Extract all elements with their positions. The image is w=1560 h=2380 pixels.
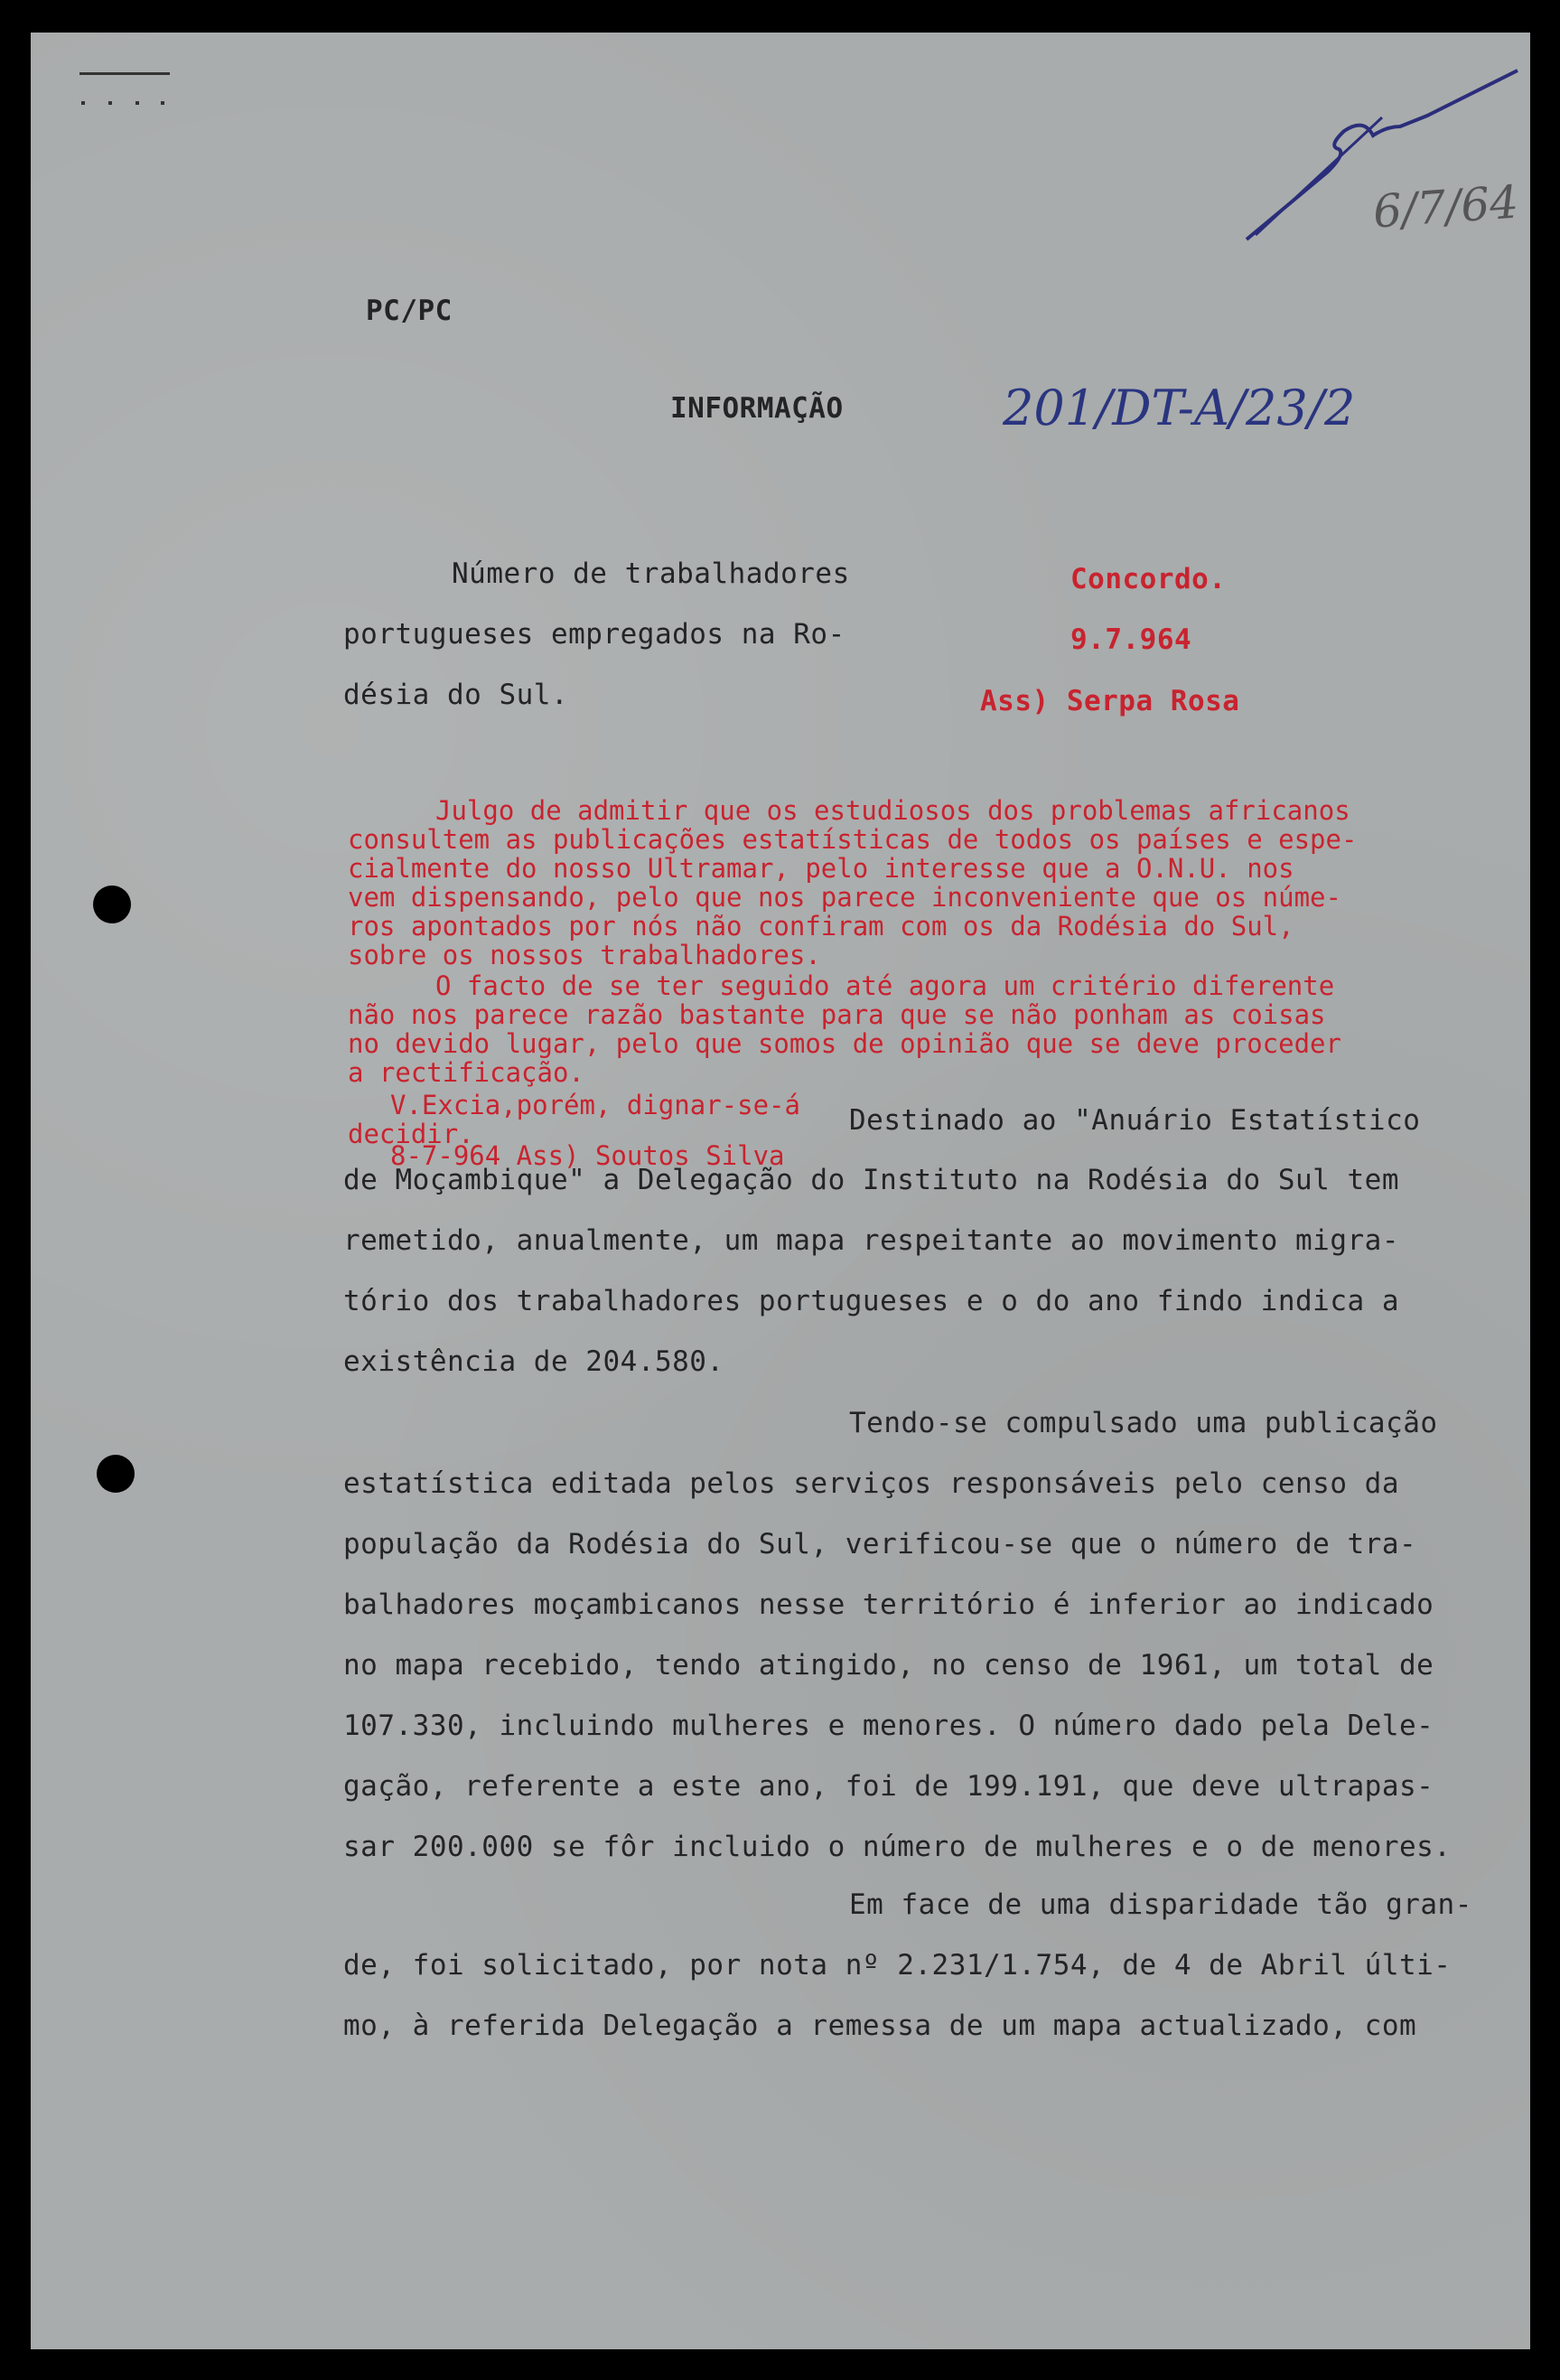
red-note-line: decidir. xyxy=(348,1119,474,1149)
handwritten-reference: 201/DT-A/23/2 xyxy=(1003,379,1356,436)
body-line: gação, referente a este ano, foi de 199.191, que deve ultrapas- xyxy=(343,1770,1434,1803)
approval-date: 9.7.964 xyxy=(1070,623,1192,656)
body-line: sar 200.000 se fôr incluido o número de mulheres e o de menores. xyxy=(343,1831,1452,1863)
red-note-line: consultem as publicações estatísticas de todos os países e espe- xyxy=(348,824,1358,855)
corner-dot xyxy=(161,101,164,105)
corner-dash-mark xyxy=(79,72,170,75)
approval-signature: Ass) Serpa Rosa xyxy=(980,685,1240,717)
punch-hole xyxy=(93,885,131,923)
red-note-line: cialmente do nosso Ultramar, pelo interesse que a O.N.U. nos xyxy=(348,853,1294,884)
body-line: balhadores moçambicanos nesse território é inferior ao indicado xyxy=(343,1588,1434,1621)
red-note-line: sobre os nossos trabalhadores. xyxy=(348,940,821,970)
document-reference: PC/PC xyxy=(366,295,453,327)
subject-line: désia do Sul. xyxy=(343,679,569,711)
body-line: de, foi solicitado, por nota nº 2.231/1.754, de 4 de Abril últi- xyxy=(343,1949,1452,1982)
body-line: Tendo-se compulsado uma publicação xyxy=(849,1407,1438,1439)
handwritten-date: 6/7/64 xyxy=(1371,175,1520,239)
red-note-line: no devido lugar, pelo que somos de opinião que se deve proceder xyxy=(348,1028,1341,1059)
body-line: população da Rodésia do Sul, verificou-se que o número de tra- xyxy=(343,1528,1417,1560)
red-note-line: não nos parece razão bastante para que se não ponham as coisas xyxy=(348,999,1326,1030)
corner-dot xyxy=(81,101,85,105)
body-line: de Moçambique" a Delegação do Instituto na Rodésia do Sul tem xyxy=(343,1164,1399,1196)
body-line: estatística editada pelos serviços responsáveis pelo censo da xyxy=(343,1467,1399,1500)
body-line: tório dos trabalhadores portugueses e o do ano findo indica a xyxy=(343,1285,1399,1317)
body-line: Em face de uma disparidade tão gran- xyxy=(849,1888,1472,1921)
body-line: 107.330, incluindo mulheres e menores. O número dado pela Dele- xyxy=(343,1710,1434,1742)
red-note-line: V.Excia,porém, dignar-se-á xyxy=(390,1090,800,1120)
red-note-line: O facto de se ter seguido até agora um critério diferente xyxy=(435,970,1335,1001)
body-line: existência de 204.580. xyxy=(343,1345,724,1378)
body-line: remetido, anualmente, um mapa respeitante ao movimento migra- xyxy=(343,1224,1399,1257)
red-note-line: a rectificação. xyxy=(348,1057,584,1088)
subject-line: Número de trabalhadores xyxy=(452,558,850,590)
approval-text: Concordo. xyxy=(1070,563,1227,595)
red-note-line: ros apontados por nós não confiram com os da Rodésia do Sul, xyxy=(348,911,1294,942)
subject-line: portugueses empregados na Ro- xyxy=(343,618,845,651)
red-note-signature: 8-7-964 Ass) Soutos Silva xyxy=(390,1140,785,1171)
corner-dot xyxy=(135,101,139,105)
body-line: no mapa recebido, tendo atingido, no censo de 1961, um total de xyxy=(343,1649,1434,1682)
corner-dot xyxy=(108,101,112,105)
document-title: INFORMAÇÃO xyxy=(670,392,844,425)
red-note-line: vem dispensando, pelo que nos parece inconveniente que os núme- xyxy=(348,882,1341,913)
red-note-line: Julgo de admitir que os estudiosos dos problemas africanos xyxy=(435,795,1350,826)
body-line: Destinado ao "Anuário Estatístico xyxy=(849,1104,1421,1137)
punch-hole xyxy=(97,1455,135,1493)
body-line: mo, à referida Delegação a remessa de um mapa actualizado, com xyxy=(343,2010,1417,2042)
